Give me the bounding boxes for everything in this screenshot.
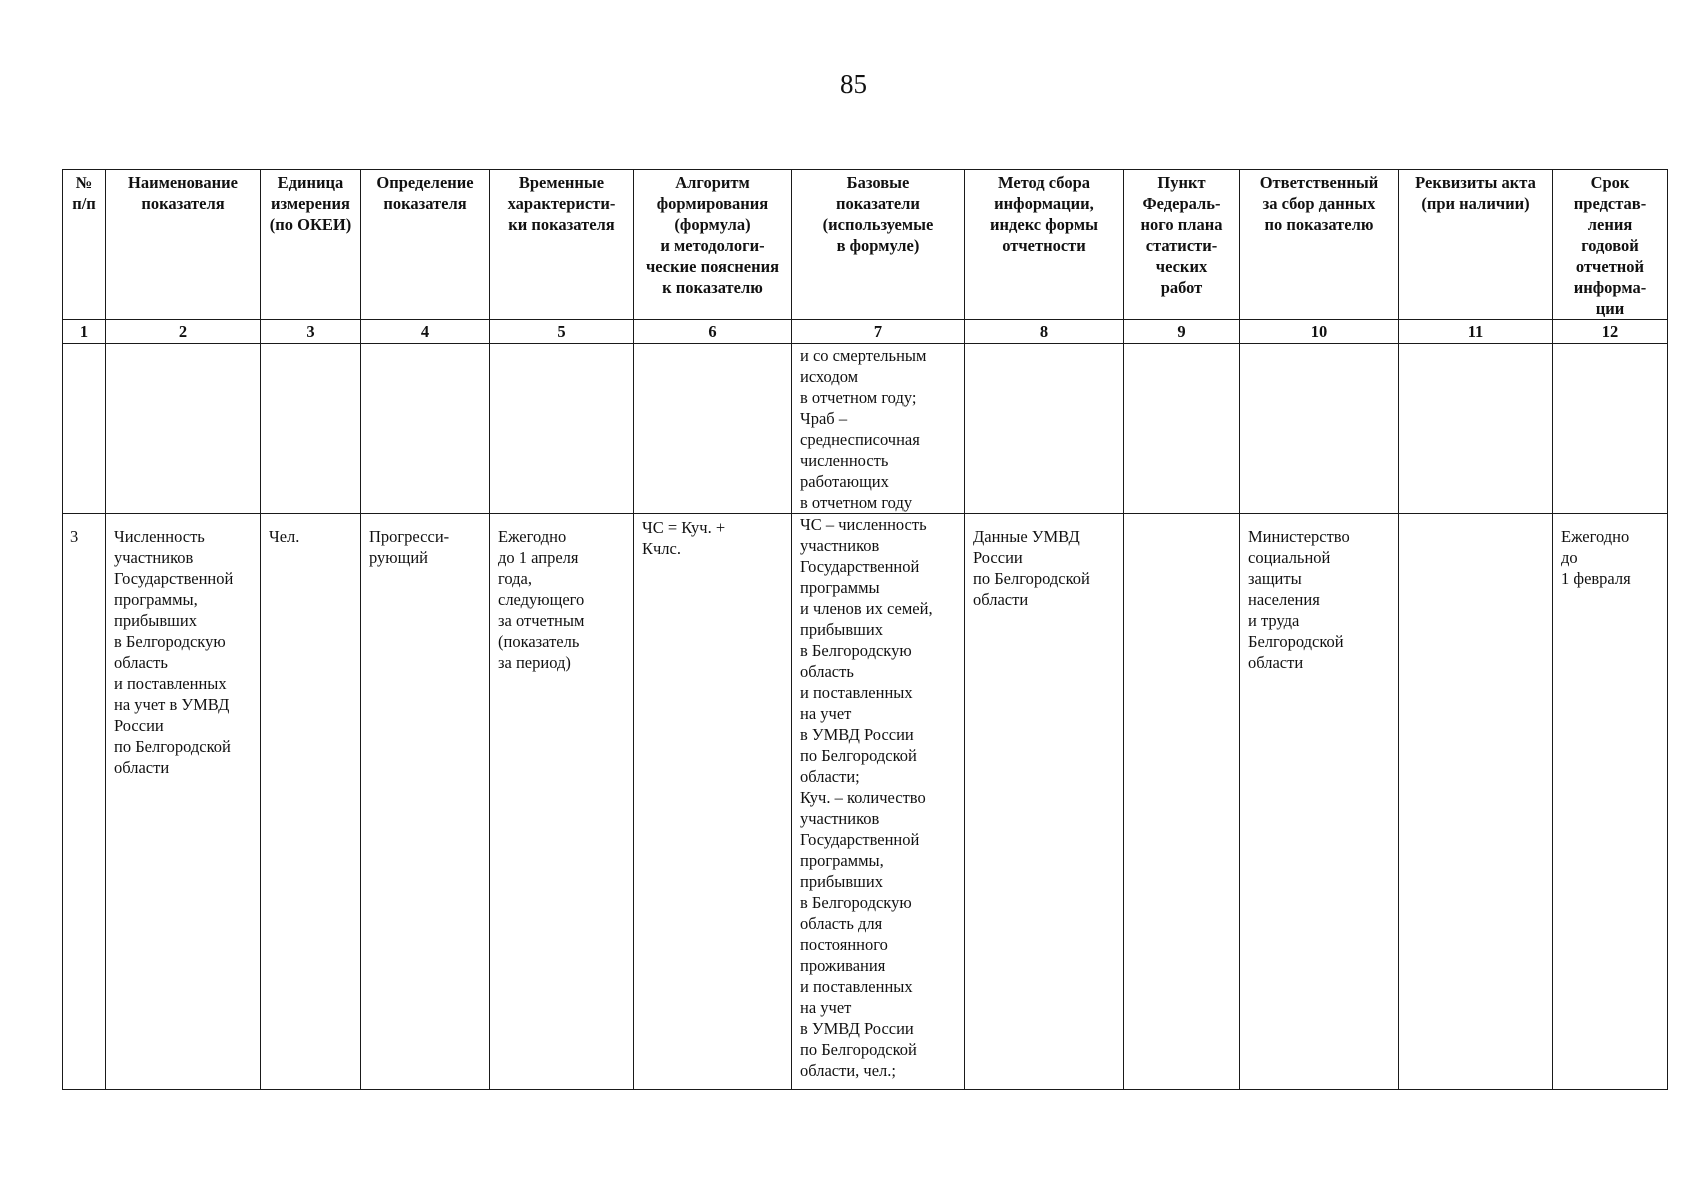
table-cell xyxy=(63,344,106,514)
header-cell-number: № п/п xyxy=(63,170,106,320)
header-cell-definition: Определение показателя xyxy=(361,170,490,320)
column-number: 1 xyxy=(63,320,106,344)
column-number: 5 xyxy=(490,320,634,344)
column-number: 3 xyxy=(261,320,361,344)
row-number-cell: 3 xyxy=(63,514,106,1090)
header-cell-time-characteristics: Временные характеристи- ки показателя xyxy=(490,170,634,320)
column-number: 8 xyxy=(965,320,1124,344)
base-indicators-cell: и со смертельным исходом в отчетном году; Чраб – среднесписочная численность работающих в отчетном году xyxy=(792,344,965,514)
column-number: 12 xyxy=(1553,320,1668,344)
table-cell xyxy=(490,344,634,514)
indicators-table xyxy=(62,169,1668,1090)
collection-method-cell: Данные УМВД России по Белгородской области xyxy=(965,514,1124,1090)
column-number: 10 xyxy=(1240,320,1399,344)
header-cell-algorithm: Алгоритм формирования (формула) и методологи- ческие пояснения к показателю xyxy=(634,170,792,320)
header-cell-deadline: Срок представ- ления годовой отчетной информа- ции xyxy=(1553,170,1668,320)
table-cell xyxy=(106,344,261,514)
federal-plan-item-cell xyxy=(1124,514,1240,1090)
column-number: 6 xyxy=(634,320,792,344)
column-number: 9 xyxy=(1124,320,1240,344)
table-cell xyxy=(261,344,361,514)
header-cell-responsible: Ответственный за сбор данных по показателю xyxy=(1240,170,1399,320)
table-cell xyxy=(1240,344,1399,514)
table-cell xyxy=(634,344,792,514)
table-row-continuation xyxy=(63,344,1668,514)
table-cell xyxy=(361,344,490,514)
header-cell-collection-method: Метод сбора информации, индекс формы отчетности xyxy=(965,170,1124,320)
responsible-cell: Министерство социальной защиты населения и труда Белгородской области xyxy=(1240,514,1399,1090)
header-cell-base-indicators: Базовые показатели (используемые в формуле) xyxy=(792,170,965,320)
column-number: 11 xyxy=(1399,320,1553,344)
page-number: 85 xyxy=(840,69,867,99)
unit-cell: Чел. xyxy=(261,514,361,1090)
column-number: 7 xyxy=(792,320,965,344)
table-cell xyxy=(1124,344,1240,514)
table-cell xyxy=(1399,344,1553,514)
table-cell xyxy=(965,344,1124,514)
column-numbers-row xyxy=(63,320,1668,344)
table-row-3 xyxy=(63,514,1668,1090)
header-cell-name: Наименование показателя xyxy=(106,170,261,320)
base-indicators-cell: ЧС – численность участников Государственной программы и членов их семей, прибывших в Белгородскую область и поставленных на учет в УМВД России по Белгородской области; Куч. – количество участников Государственной программы, прибывших в Белгородскую область для постоянного проживания и поставленных на учет в УМВД России по Белгородской области, чел.; xyxy=(792,514,965,1090)
deadline-cell: Ежегодно до 1 февраля xyxy=(1553,514,1668,1090)
algorithm-cell: ЧС = Куч. + Кчлс. xyxy=(634,514,792,1090)
definition-cell: Прогресси- рующий xyxy=(361,514,490,1090)
time-characteristics-cell: Ежегодно до 1 апреля года, следующего за отчетным (показатель за период) xyxy=(490,514,634,1090)
header-cell-act-details: Реквизиты акта (при наличии) xyxy=(1399,170,1553,320)
act-details-cell xyxy=(1399,514,1553,1090)
table-cell xyxy=(1553,344,1668,514)
indicator-name-cell: Численность участников Государственной программы, прибывших в Белгородскую область и поставленных на учет в УМВД России по Белгородской области xyxy=(106,514,261,1090)
header-cell-unit: Единица измерения (по ОКЕИ) xyxy=(261,170,361,320)
column-number: 4 xyxy=(361,320,490,344)
column-number: 2 xyxy=(106,320,261,344)
header-row xyxy=(63,170,1668,320)
header-cell-federal-plan-item: Пункт Федераль- ного плана статисти- ческих работ xyxy=(1124,170,1240,320)
